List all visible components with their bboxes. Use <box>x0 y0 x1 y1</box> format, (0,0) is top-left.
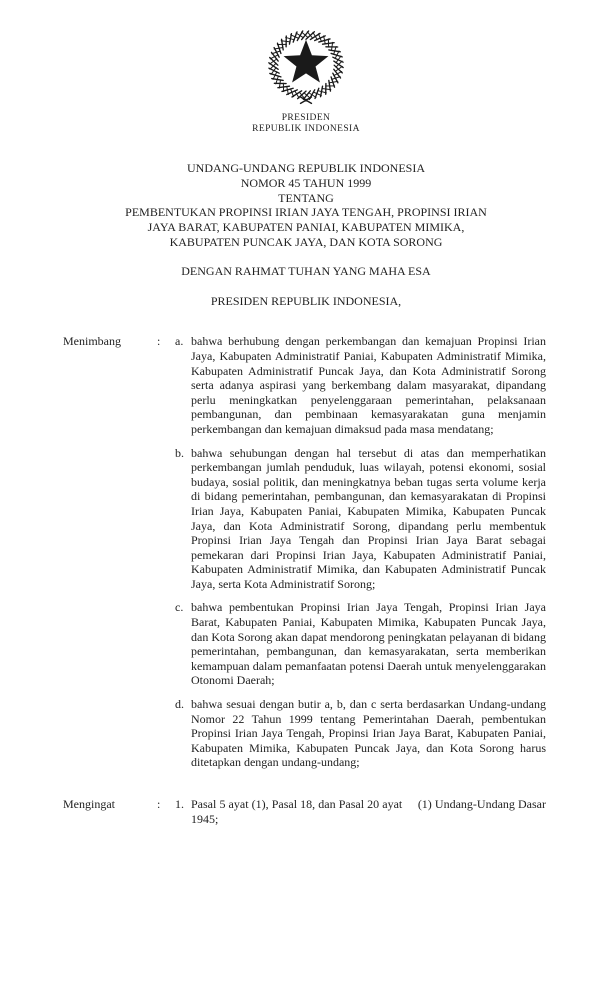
issuer-line: PRESIDEN REPUBLIK INDONESIA, <box>210 293 402 308</box>
mengingat-colon: : <box>157 797 161 811</box>
menimbang-colon: : <box>157 334 161 349</box>
title-line-1: UNDANG-UNDANG REPUBLIK INDONESIA <box>187 161 425 175</box>
menimbang-item-b <box>63 446 546 592</box>
title-line-2: NOMOR 45 TAHUN 1999 <box>240 175 372 190</box>
menimbang-section <box>63 334 546 770</box>
mengingat-label: Mengingat <box>63 797 115 811</box>
ribbon-bow-icon <box>301 97 312 103</box>
menimbang-label: Menimbang <box>63 334 121 349</box>
item-marker: 1. <box>175 797 184 811</box>
title-line-6: KABUPATEN PUNCAK JAYA, DAN KOTA SORONG <box>169 234 443 249</box>
title-line-4: PEMBENTUKAN PROPINSI IRIAN JAYA TENGAH, PROPINSI IRIAN <box>125 205 487 220</box>
item-text: bahwa sesuai dengan butir a, b, dan c serta berdasarkan Undang-undang Nomor 22 Tahun 1999 tentang Pemerintahan Daerah, pembentukan Propinsi Irian Jaya Tengah, Propinsi Irian Jaya Barat, Kabupaten Paniai, Kabupaten Mimika, Kabupaten Puncak Jaya, dan Kota Sorong harus ditetapkan dengan undang-undang; <box>191 697 546 770</box>
mengingat-item-1 <box>63 797 546 826</box>
letterhead <box>0 0 612 135</box>
motto-line: DENGAN RAHMAT TUHAN YANG MAHA ESA <box>181 263 431 278</box>
item-text: bahwa sehubungan dengan hal tersebut di atas dan memperhatikan perkembangan jumlah penduduk, luas wilayah, potensi ekonomi, sosial budaya, sosial politik, dan meningkatnya beban tugas serta volume kerja di bidang pemerintahan, pembangunan, dan kemasyarakatan di Propinsi Irian Jaya, Kabupaten Paniai, Kabupaten Mimika, Kabupaten Puncak Jaya, dan Kota Administratif Sorong, dipandang perlu membentuk Propinsi Irian Jaya Tengah dan Propinsi Irian Jaya Barat sebagai pemekaran dari Propinsi Irian Jaya, Kabupaten Administratif Paniai, Kabupaten Administratif Mimika, dan Kabupaten Administratif Puncak Jaya, serta Kota Administratif Sorong; <box>191 445 546 591</box>
item-text: bahwa pembentukan Propinsi Irian Jaya Tengah, Propinsi Irian Jaya Barat, Kabupaten Paniai, Kabupaten Mimika, Kabupaten Puncak Jaya, dan Kota Sorong akan dapat mendorong peningkatan pelayanan di bidang pemerintahan, pembangunan, dan kemasyarakatan, serta memberikan kemampuan dalam pemanfaatan potensi Daerah untuk menyelenggarakan Otonomi Daerah; <box>191 600 546 688</box>
letterhead-country: REPUBLIK INDONESIA <box>252 124 360 134</box>
document-title <box>0 161 612 250</box>
item-marker: c. <box>175 600 184 615</box>
star-icon <box>284 40 329 83</box>
letterhead-office: PRESIDEN <box>281 113 331 123</box>
item-text: Pasal 5 ayat (1), Pasal 18, dan Pasal 20 ayat (1) Undang-Undang Dasar 1945; <box>191 797 546 826</box>
title-line-5: JAYA BARAT, KABUPATEN PANIAI, KABUPATEN MIMIKA, <box>147 220 465 235</box>
presidential-star-wreath-emblem-icon <box>260 27 352 107</box>
item-marker: a. <box>175 334 184 349</box>
item-marker: b. <box>175 445 184 460</box>
item-marker: d. <box>175 697 184 712</box>
title-line-3: TENTANG <box>278 190 334 205</box>
item-text: bahwa berhubung dengan perkembangan dan kemajuan Propinsi Irian Jaya, Kabupaten Administratif Paniai, Kabupaten Administratif Mimika, Kabupaten Administratif Puncak Jaya, dan Kota Administratif Sorong serta adanya aspirasi yang berkembang dalam masyarakat, dipandang perlu meningkatkan penyelenggaraan pemerintahan, pelaksanaan pembangunan, dan pembinaan kemasyarakatan guna menjamin perkembangan dan kemajuan dimaksud pada masa mendatang; <box>191 334 546 436</box>
menimbang-item-d <box>63 697 546 770</box>
mengingat-section <box>63 797 546 826</box>
menimbang-item-c <box>63 600 546 688</box>
menimbang-item-a <box>63 334 546 436</box>
